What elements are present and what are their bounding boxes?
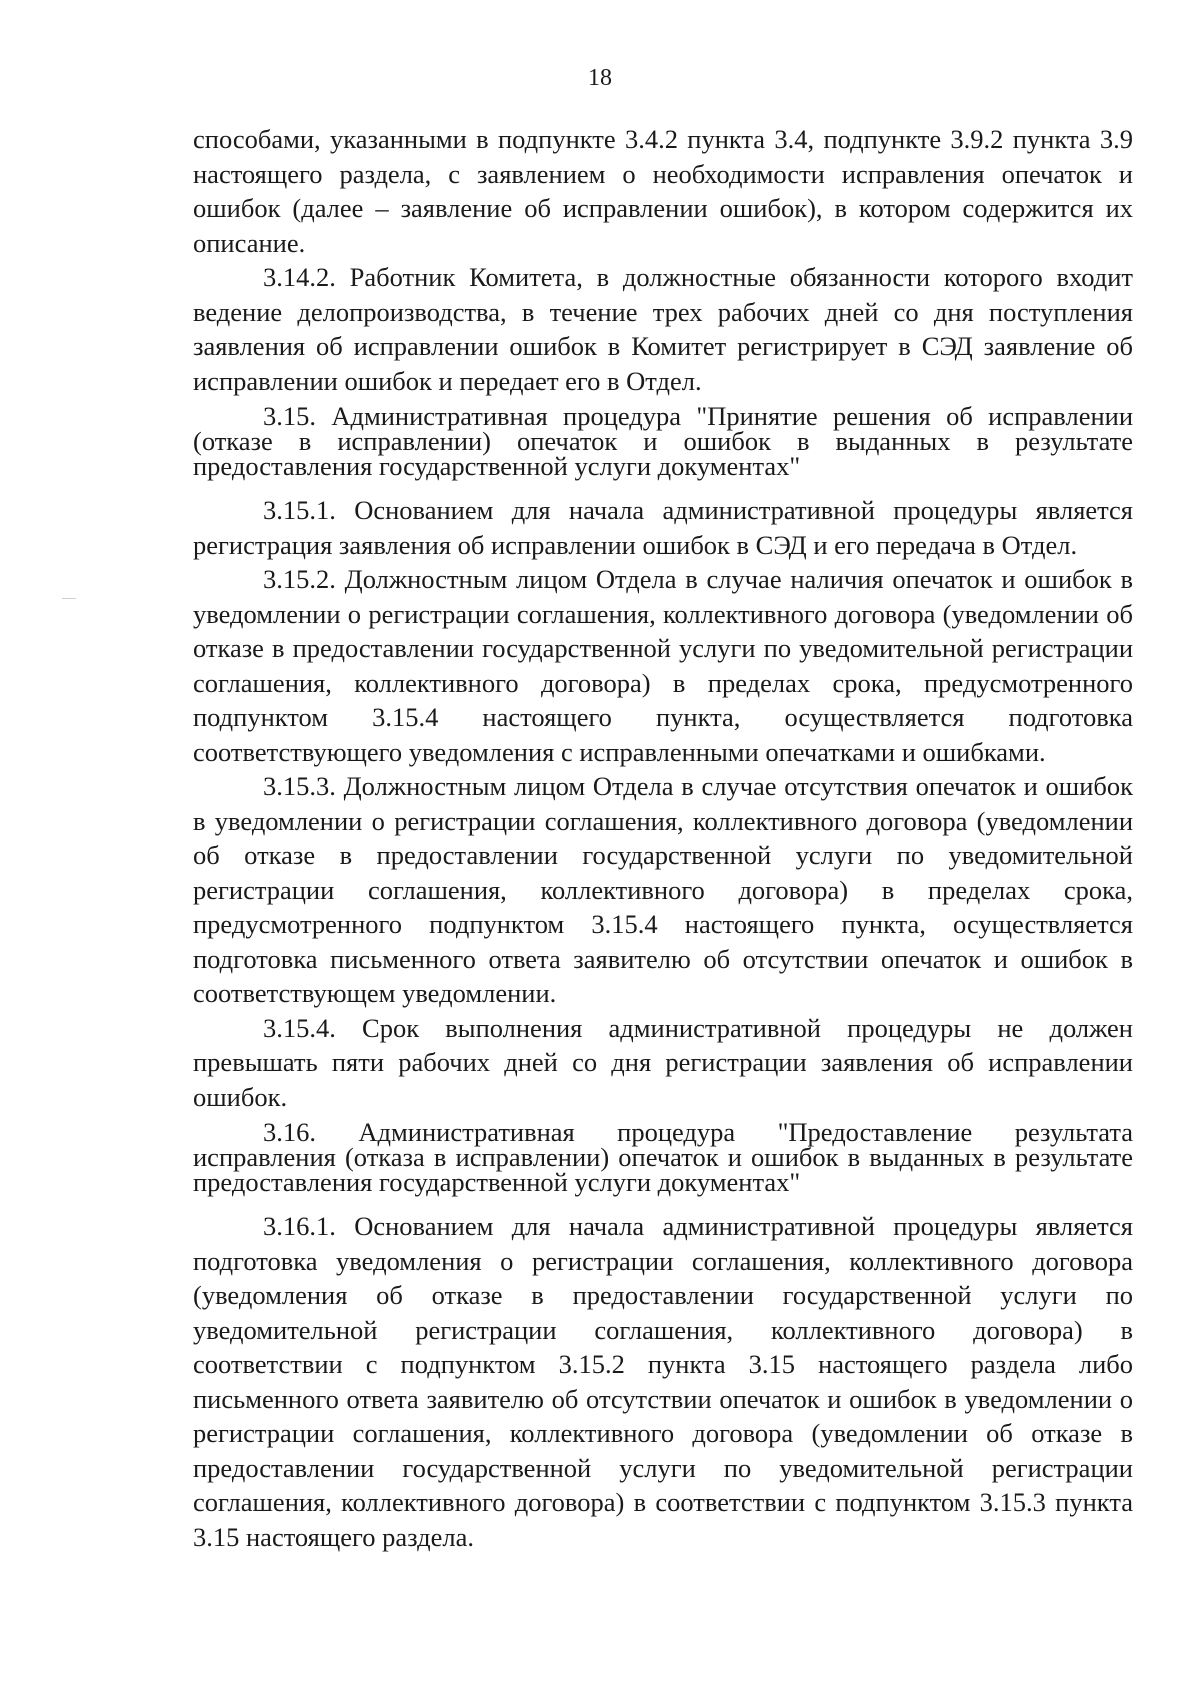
document-body xyxy=(193,122,1133,1554)
section-heading-3-15: 3.15. Административная процедура "Принятие решения об исправлении (отказе в исправлении) опечаток и ошибок в выданных в результате предоставления государственной услуги документах" xyxy=(193,401,1133,481)
paragraph-3-16-1: 3.16.1. Основанием для начала административной процедуры является подготовка уведомления о регистрации соглашения, коллективного договора (уведомления об отказе в предоставлении государственной услуги по уведомительной регистрации соглашения, коллективного договора) в соответствии с подпунктом 3.15.2 пункта 3.15 настоящего раздела либо письменного ответа заявителю об отсутствии опечаток и ошибок в уведомлении о регистрации соглашения, коллективного договора (уведомлении об отказе в предоставлении государственной услуги по уведомительной регистрации соглашения, коллективного договора) в соответствии с подпунктом 3.15.3 пункта 3.15 настоящего раздела. xyxy=(193,1211,1133,1552)
paragraph-continuation: способами, указанными в подпункте 3.4.2 пункта 3.4, подпункте 3.9.2 пункта 3.9 настоящего раздела, с заявлением о необходимости исправления опечаток и ошибок (далее – заявление об исправлении ошибок), в котором содержится их описание. xyxy=(193,124,1133,258)
paragraph-3-15-1: 3.15.1. Основанием для начала административной процедуры является регистрация заявления об исправлении ошибок в СЭД и его передача в Отдел. xyxy=(193,495,1133,560)
page-number: 18 xyxy=(588,65,612,91)
paragraph-3-14-2: 3.14.2. Работник Комитета, в должностные обязанности которого входит ведение делопроизводства, в течение трех рабочих дней со дня поступления заявления об исправлении ошибок в Комитет регистрирует в СЭД заявление об исправлении ошибок и передает его в Отдел. xyxy=(193,262,1133,396)
paragraph-3-15-2: 3.15.2. Должностным лицом Отдела в случае наличия опечаток и ошибок в уведомлении о регистрации соглашения, коллективного договора (уведомлении об отказе в предоставлении государственной услуги по уведомительной регистрации соглашения, коллективного договора) в пределах срока, предусмотренного подпунктом 3.15.4 настоящего пункта, осуществляется подготовка соответствующего уведомления с исправленными опечатками и ошибками. xyxy=(193,564,1133,767)
paragraph-3-15-3: 3.15.3. Должностным лицом Отдела в случае отсутствия опечаток и ошибок в уведомлении о регистрации соглашения, коллективного договора (уведомлении об отказе в предоставлении государственной услуги по уведомительной регистрации соглашения, коллективного договора) в пределах срока, предусмотренного подпунктом 3.15.4 настоящего пункта, осуществляется подготовка письменного ответа заявителю об отсутствии опечаток и ошибок в соответствующем уведомлении. xyxy=(193,771,1133,1008)
scan-artifact xyxy=(62,598,76,599)
paragraph-3-15-4: 3.15.4. Срок выполнения административной процедуры не должен превышать пяти рабочих дней со дня регистрации заявления об исправлении ошибок. xyxy=(193,1012,1133,1112)
section-heading-3-16: 3.16. Административная процедура "Предоставление результата исправления (отказа в исправлении) опечаток и ошибок в выданных в результате предоставления государственной услуги документах" xyxy=(193,1117,1133,1197)
